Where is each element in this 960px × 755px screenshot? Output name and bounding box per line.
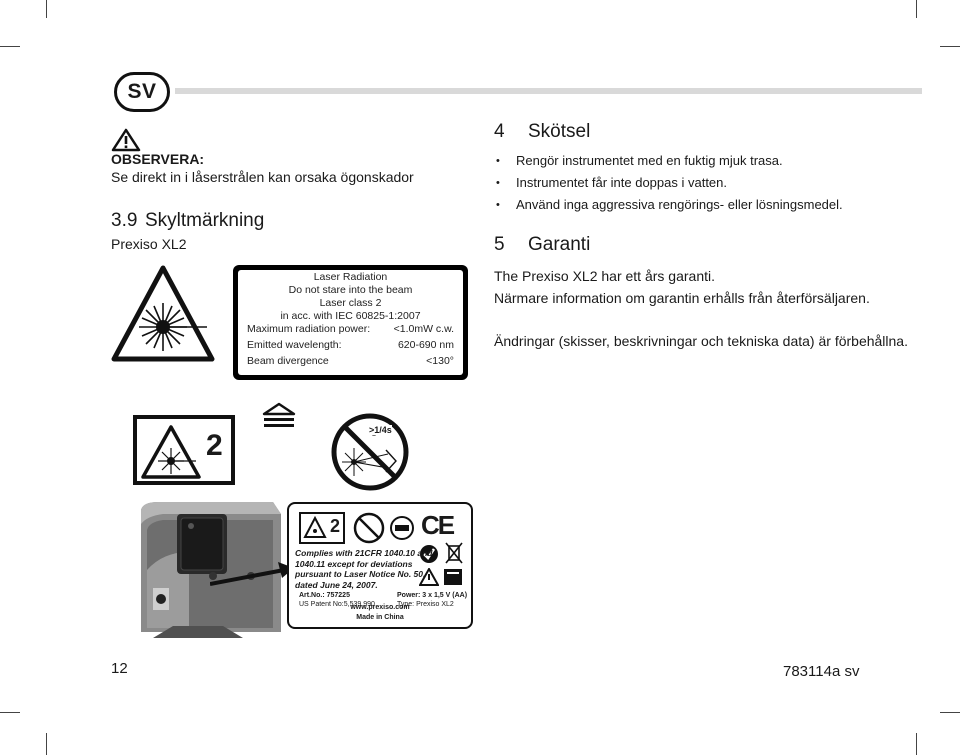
stare-time-label: >1/4s: [369, 425, 392, 435]
crop-mark: [940, 46, 960, 47]
list-item: • Använd inga aggressiva rengörings- eller lösningsmedel.: [494, 194, 843, 216]
warning-text: Se direkt in i låserstrålen kan orsaka ögonskador: [111, 169, 414, 185]
crop-mark: [0, 46, 20, 47]
label-row-name: Emitted wavelength:: [247, 339, 342, 351]
label-row: [238, 339, 463, 352]
section-title: Garanti: [528, 234, 591, 255]
compliance-line: pursuant to Laser Notice No. 50,: [295, 569, 426, 579]
warranty-line: Närmare information om garantin erhålls från återförsäljaren.: [494, 290, 870, 306]
section-5-heading: [494, 234, 590, 256]
label-row: [238, 355, 463, 368]
crop-mark: [916, 733, 917, 755]
certification-mark-icon: [389, 514, 415, 542]
laser-warning-icon: [140, 424, 202, 480]
no-stare-mini-icon: [353, 512, 385, 544]
power-spec: Power: 3 x 1,5 V (AA): [397, 592, 468, 599]
warning-triangle-icon: [111, 128, 141, 152]
mini-class-number: 2: [330, 516, 341, 536]
mini-laser-class-sign: [299, 512, 345, 544]
compliance-text: [295, 548, 432, 590]
article-number: Art.No.: 757225: [299, 592, 350, 599]
label-row-value: 620-690 nm: [397, 339, 454, 351]
care-instructions-list: [494, 150, 843, 216]
section-number: 5: [494, 234, 505, 255]
pointer-arrow-icon: [210, 560, 296, 590]
label-row-name: Maximum radiation power:: [247, 323, 371, 335]
crop-mark: [0, 712, 20, 713]
ce-mark: CE: [421, 510, 454, 540]
list-item: • Rengör instrumentet med en fuktig mjuk trasa.: [494, 150, 843, 172]
label-line: Laser Radiation: [313, 271, 388, 283]
section-4-heading: [494, 121, 590, 143]
section-number: 3.9: [111, 210, 138, 231]
patent-number: US Patent No:5,539,990: [299, 601, 375, 608]
disclaimer-note: Ändringar (skisser, beskrivningar och tekniska data) är förbehållna.: [494, 333, 908, 349]
warranty-line: The Prexiso XL2 har ett års garanti.: [494, 268, 715, 284]
section-title: Skyltmärkning: [145, 210, 265, 231]
crop-mark: [46, 0, 47, 18]
laser-info-label: [233, 265, 468, 380]
section-number: 4: [494, 121, 505, 142]
compliance-line: 1040.11 except for deviations: [295, 558, 413, 569]
made-in-text: Made in China: [356, 614, 404, 621]
label-line: Do not stare into the beam: [288, 284, 413, 296]
crop-mark: [46, 733, 47, 755]
website-text: www.prexiso.com: [350, 604, 410, 611]
eject-icon: [262, 402, 296, 430]
laser-class-number: 2: [206, 429, 223, 462]
label-row-value: <1.0mW c.w.: [393, 323, 454, 335]
crop-mark: [940, 712, 960, 713]
weee-bin-icon: [445, 542, 463, 564]
laser-class-sign: [133, 415, 235, 485]
list-item: • Instrumentet får inte doppas i vatten.: [494, 172, 843, 194]
laser-warning-icon: [111, 265, 215, 363]
language-badge: [114, 72, 170, 112]
document-code: 783114a sv: [783, 663, 860, 680]
laser-warning-icon: [303, 516, 327, 540]
warning-title: OBSERVERA:: [111, 151, 205, 167]
section-3-9-heading: [111, 210, 264, 232]
type-spec: Type: Prexiso XL2: [397, 601, 454, 608]
crop-mark: [916, 0, 917, 18]
label-row-name: Beam divergence: [247, 355, 329, 367]
no-stare-sign-icon: [330, 412, 410, 492]
compliance-line: dated June 24, 2007.: [295, 579, 378, 590]
compliance-line: Complies with 21CFR 1040.10 and: [295, 548, 433, 558]
label-row: [238, 323, 463, 336]
label-line: Laser class 2: [319, 297, 382, 309]
section-title: Skötsel: [528, 121, 591, 142]
header-bar: [175, 88, 922, 94]
product-rating-label: [287, 502, 473, 629]
language-label: SV: [127, 80, 157, 103]
page-number: 12: [111, 660, 128, 677]
section-3-9-subtitle: Prexiso XL2: [111, 236, 187, 252]
manual-icon: [443, 568, 463, 586]
label-row-value: <130°: [426, 355, 454, 367]
label-line: in acc. with IEC 60825-1:2007: [280, 310, 421, 322]
